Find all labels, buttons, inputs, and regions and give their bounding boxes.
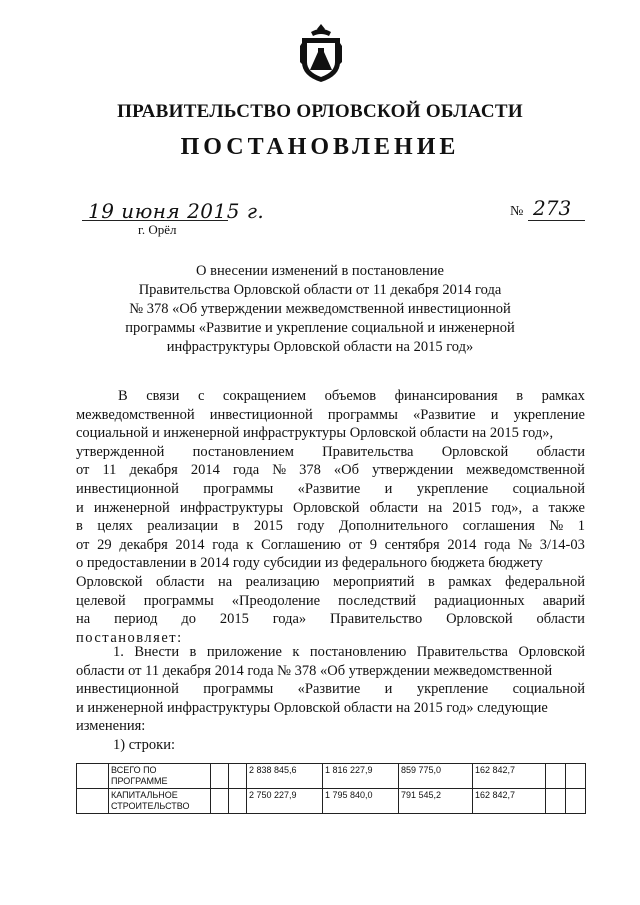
date-underline: [82, 220, 228, 221]
word: год»,: [491, 499, 523, 516]
document-subject: [110, 262, 530, 357]
handwritten-number: 273: [533, 196, 572, 220]
word: к: [246, 536, 254, 553]
number-label: №: [510, 204, 524, 219]
table-cell: [229, 789, 247, 814]
word: года: [232, 462, 260, 479]
table-cell: 162 842,7: [473, 789, 546, 814]
preamble-line: [76, 499, 585, 518]
decree-keyword: постановляет:: [76, 629, 183, 646]
word: 11: [102, 462, 117, 479]
word: области: [369, 499, 419, 516]
word: межведомственной: [76, 406, 195, 423]
word: в: [427, 573, 435, 590]
subject-line: Правительства Орловской области от 11 декабря 2014 года: [138, 282, 502, 298]
word: В: [118, 388, 128, 404]
preamble-line: [76, 573, 585, 592]
word: в: [76, 518, 83, 535]
word: 1: [577, 518, 585, 535]
word: Правительство: [330, 611, 423, 628]
word: межведомственной: [466, 462, 585, 479]
table-cell: [546, 764, 566, 789]
subject-line: О внесении изменений в постановление: [196, 263, 444, 279]
word: 1.: [113, 644, 124, 660]
word: связи: [146, 388, 180, 404]
table-cell: [211, 789, 229, 814]
clause-line: области от 11 декабря 2014 года № 378 «Об утверждении межведомственной: [76, 662, 553, 679]
word: 9: [369, 536, 377, 553]
word: «Развитие: [297, 681, 361, 698]
word: программы: [143, 592, 214, 609]
table-cell: 1 816 227,9: [323, 764, 399, 789]
number-underline: [528, 220, 585, 221]
word: укрепление: [416, 681, 489, 698]
preamble-line: [76, 517, 585, 536]
word: и: [490, 406, 499, 423]
word: от: [76, 536, 90, 553]
word: Орловской: [76, 573, 143, 590]
word: программы: [203, 681, 274, 698]
word: 2014: [190, 462, 220, 479]
word: последствий: [338, 592, 416, 609]
word: Дополнительного: [338, 518, 449, 535]
word: укрепление: [416, 480, 489, 497]
word: года»: [272, 611, 307, 628]
preamble-paragraph: [76, 387, 585, 647]
word: «Об: [333, 462, 360, 479]
word: сентября: [384, 536, 440, 553]
table-cell: 2 750 227,9: [247, 789, 323, 814]
word: году: [297, 518, 325, 535]
table-cell: ВСЕГО ПО ПРОГРАММЕ: [109, 764, 211, 789]
word: Орловской: [446, 611, 513, 628]
word: соглашения: [462, 518, 535, 535]
word: на: [76, 611, 91, 628]
table-cell: 162 842,7: [473, 764, 546, 789]
word: от: [76, 462, 90, 479]
word: укрепление: [513, 406, 585, 423]
word: постановлению: [309, 644, 407, 660]
item-1-label: 1) строки:: [113, 736, 175, 753]
word: а: [532, 499, 539, 516]
word: и: [384, 480, 393, 497]
word: мероприятий: [333, 573, 415, 590]
table-cell: [566, 789, 586, 814]
word: инфраструктуры: [179, 499, 283, 516]
word: Орловской: [441, 443, 509, 460]
word: на: [428, 499, 443, 516]
word: целевой: [76, 592, 126, 609]
word: Внести: [134, 644, 180, 660]
preamble-line: [76, 406, 585, 425]
government-title: ПРАВИТЕЛЬСТВО ОРЛОВСКОЙ ОБЛАСТИ: [117, 101, 523, 122]
word: целях: [97, 518, 133, 535]
clause-line: и инженерной инфраструктуры Орловской области на 2015 год» следующие: [76, 699, 548, 716]
word: сокращением: [222, 388, 307, 404]
word: Правительства: [416, 644, 508, 660]
word: декабря: [129, 462, 178, 479]
word: №: [518, 536, 532, 553]
word: «Развитие: [412, 406, 476, 423]
word: до: [181, 611, 196, 628]
table-cell: КАПИТАЛЬНОЕ СТРОИТЕЛЬСТВО: [109, 789, 211, 814]
word: инвестиционной: [76, 681, 179, 698]
word: в: [516, 388, 524, 404]
word: 378: [299, 462, 321, 479]
clause-1-paragraph: [76, 643, 585, 755]
word: в: [189, 644, 197, 660]
word: в: [232, 518, 240, 535]
preamble-line: [118, 387, 585, 406]
clause-line: [113, 643, 585, 662]
word: программы: [203, 480, 274, 497]
word: приложение: [206, 644, 282, 660]
word: области: [536, 443, 585, 460]
word: финансирования: [394, 388, 498, 404]
word: также: [548, 499, 585, 516]
preamble-line: [76, 443, 585, 462]
table-row: [77, 789, 586, 814]
program-table: [76, 763, 586, 814]
city-label: г. Орёл: [138, 222, 177, 237]
word: инвестиционной: [76, 480, 179, 497]
word: на: [217, 573, 233, 590]
preamble-line: [76, 592, 585, 611]
word: социальной: [512, 480, 585, 497]
word: области: [156, 573, 205, 590]
clause-line: [76, 680, 585, 699]
word: Правительства: [322, 443, 414, 460]
coat-of-arms-emblem: [296, 22, 346, 84]
preamble-line: [76, 610, 585, 629]
word: объемов: [324, 388, 377, 404]
clause-line: изменения:: [76, 718, 146, 735]
word: к: [292, 644, 300, 660]
word: утверждении: [372, 462, 454, 479]
preamble-line: [76, 536, 585, 555]
subject-line: № 378 «Об утверждении межведомственной инвестиционной: [129, 301, 511, 317]
handwritten-date: 19 июня 2015 г.: [88, 199, 265, 223]
word: Орловской: [518, 644, 585, 660]
word: 2014: [175, 536, 205, 553]
table-cell: [211, 764, 229, 789]
word: радиационных: [434, 592, 525, 609]
preamble-line: [76, 461, 585, 480]
word: Орловской: [293, 499, 360, 516]
word: рамках: [448, 573, 492, 590]
preamble-line: социальной и инженерной инфраструктуры Орловской области на 2015 год»,: [76, 425, 554, 442]
word: утвержденной: [76, 443, 165, 460]
word: 2015: [253, 518, 283, 535]
table-cell: [566, 764, 586, 789]
table-cell: [77, 789, 109, 814]
word: реализации: [147, 518, 219, 535]
subject-line: инфраструктуры Орловской области на 2015 год»: [166, 339, 474, 355]
word: 2015: [219, 611, 249, 628]
word: с: [197, 388, 205, 404]
word: и: [384, 681, 393, 698]
word: рамках: [541, 388, 585, 404]
word: от: [348, 536, 362, 553]
word: Соглашению: [261, 536, 341, 553]
table-cell: [546, 789, 566, 814]
word: года: [484, 536, 511, 553]
word: инвестиционной: [209, 406, 313, 423]
word: 2014: [447, 536, 477, 553]
table-cell: 2 838 845,6: [247, 764, 323, 789]
word: постановлением: [192, 443, 294, 460]
table-row: [77, 764, 586, 789]
document-type: ПОСТАНОВЛЕНИЕ: [180, 134, 460, 160]
table-cell: 791 545,2: [399, 789, 473, 814]
word: 2015: [452, 499, 482, 516]
word: инженерной: [93, 499, 170, 516]
preamble-line: о предоставлении в 2014 году субсидии из федерального бюджета бюджету: [76, 555, 543, 572]
table-cell: [229, 764, 247, 789]
subject-line: программы «Развитие и укрепление социальной и инженерной: [125, 320, 515, 336]
table-cell: [77, 764, 109, 789]
word: реализацию: [245, 573, 320, 590]
word: социальной: [512, 681, 585, 698]
table-cell: 859 775,0: [399, 764, 473, 789]
table-cell: 1 795 840,0: [323, 789, 399, 814]
word: декабря: [119, 536, 168, 553]
word: 3/14-03: [539, 536, 585, 553]
word: аварий: [542, 592, 585, 609]
word: программы: [327, 406, 398, 423]
word: и: [76, 499, 84, 516]
preamble-line: [76, 480, 585, 499]
word: №: [272, 462, 287, 479]
word: «Преодоление: [231, 592, 321, 609]
word: года: [212, 536, 239, 553]
word: федеральной: [505, 573, 585, 590]
word: 29: [97, 536, 112, 553]
word: области: [536, 611, 585, 628]
word: период: [114, 611, 158, 628]
word: «Развитие: [297, 480, 361, 497]
word: №: [549, 518, 564, 535]
